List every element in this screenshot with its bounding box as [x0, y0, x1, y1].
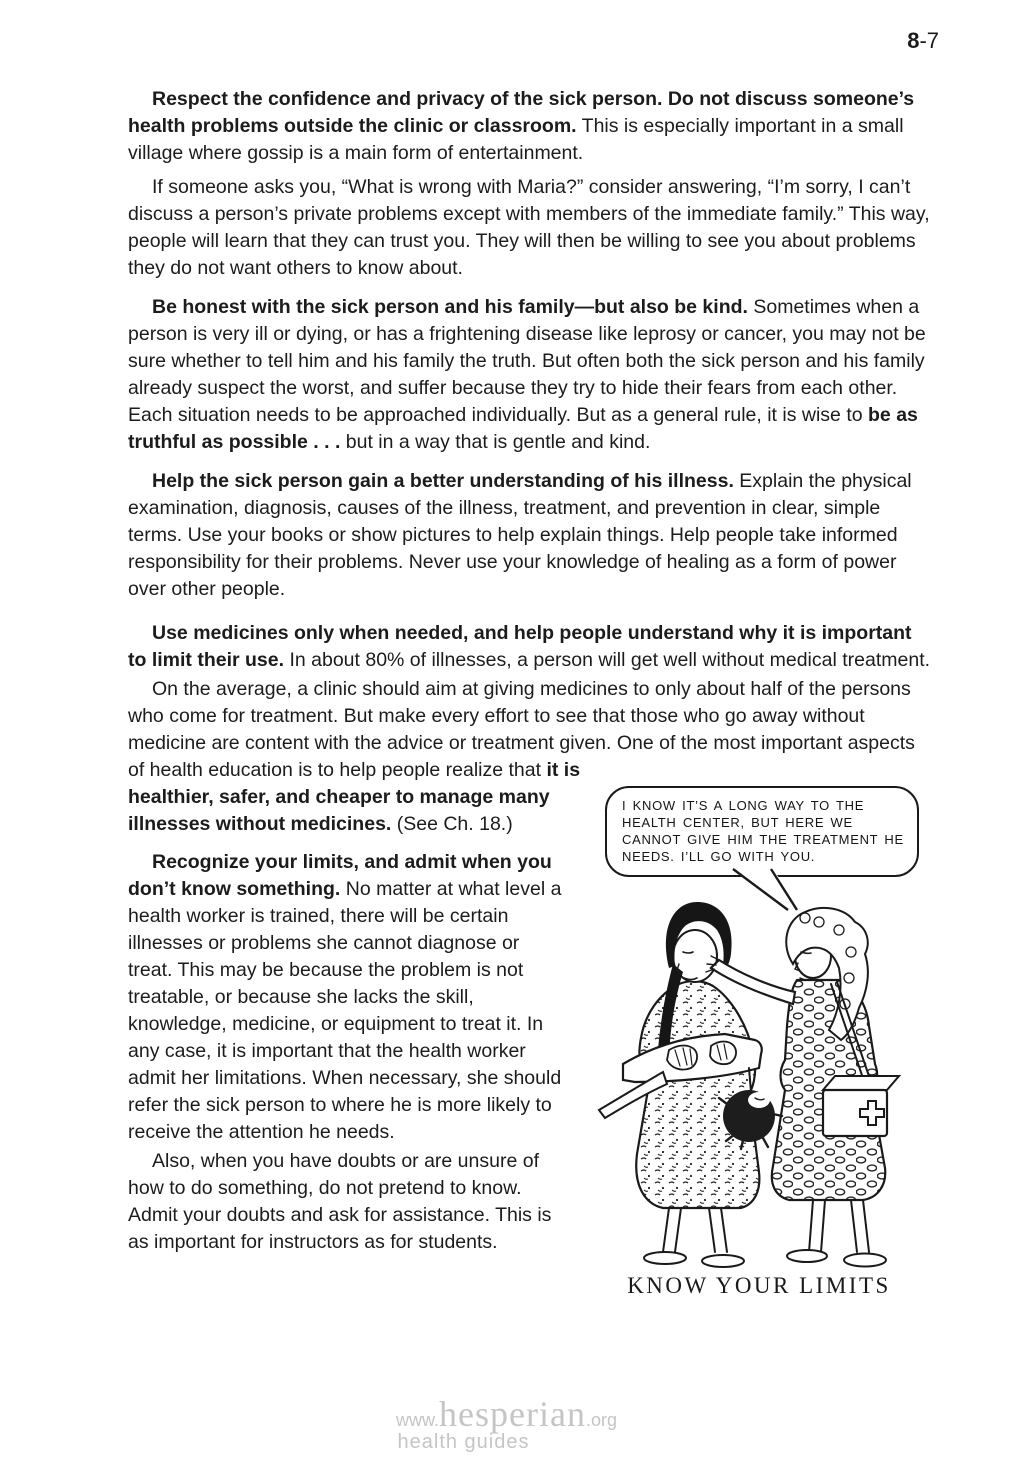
paragraph-text: Use medicines only when needed, and help people understand why it is important to limit their use.: [128, 622, 912, 671]
paragraph: [128, 468, 935, 603]
first-aid-bag: [823, 1076, 899, 1136]
watermark-footer: [0, 1396, 1013, 1452]
paragraph-text: be as truthful as possible . . .: [128, 404, 918, 453]
paragraph-text: Be honest with the sick person and his family—but also be kind.: [152, 296, 748, 318]
paragraph-text: On the average, a clinic should aim at giving medicines to only about half of the persons who come for treatment. But make every effort to see that those who go away without medicine are content with the advice or treatment given. One of the most important aspects of health education is to help people realize that: [128, 678, 915, 781]
paragraph: [128, 676, 935, 784]
paragraph-text: Recognize your limits, and admit when you don’t know something.: [128, 851, 552, 900]
paragraph-text: No matter at what level a health worker is trained, there will be certain illnesses or problems she cannot diagnose or treat. This may be because the problem is not treatable, or because she lacks the skill, knowledge, medicine, or equipment to treat it. In any case, it is important that the health worker admit her limitations. When necessary, she should refer the sick person to where he is more likely to receive the attention he needs.: [128, 878, 562, 1143]
paragraph-text: but in a way that is gentle and kind.: [340, 431, 651, 453]
watermark-tagline: health guides: [397, 1431, 530, 1453]
paragraph-text: Explain the physical examination, diagnosis, causes of the illness, treatment, and prevention in clear, simple terms. Use your books or show pictures to help explain things. Help people take informed responsibility for their problems. Never use your knowledge of healing as a form of power over other people.: [128, 470, 912, 600]
paragraph-text: Sometimes when a person is very ill or dying, or has a frightening disease like leprosy or cancer, you may not be sure whether to tell him and his family the truth. But often both the sick person and his family already suspect the worst, and suffer because they try to hide their fears from each other. Each situation needs to be approached individually. But as a general rule, it is wise to: [128, 296, 926, 426]
paragraph-text: Respect the confidence and privacy of the sick person. Do not discuss someone’s health problems outside the clinic or classroom.: [128, 88, 915, 137]
illustration-caption: KNOW YOUR LIMITS: [627, 1273, 891, 1298]
paragraph-text: (See Ch. 18.): [391, 813, 513, 835]
paragraph-text: If someone asks you, “What is wrong with Maria?” consider answering, “I’m sorry, I can’t discuss a person’s private problems except with members of the immediate family.” This way, people will learn that they can trust you. They will then be willing to see you about problems they do not want others to know about.: [128, 176, 930, 279]
paragraph: [128, 294, 935, 456]
page-number: [907, 28, 939, 54]
speech-bubble-tail: [731, 868, 798, 910]
health-worker-illustration: [583, 868, 935, 1270]
page-number-chapter: 8: [907, 28, 920, 53]
watermark-www: www.: [396, 1410, 440, 1430]
paragraph: [128, 86, 935, 167]
paragraph: [128, 174, 935, 282]
watermark-brand: hesperian: [439, 1394, 586, 1434]
paragraph: [128, 620, 935, 674]
paragraph-text: Help the sick person gain a better understanding of his illness.: [152, 470, 734, 492]
page-number-suffix: -7: [919, 28, 939, 53]
illustration-figure: [583, 786, 935, 1299]
watermark-url: [0, 1396, 1013, 1432]
paragraph-text: healthier, safer, and cheaper to manage many illnesses without medicines.: [128, 786, 550, 835]
watermark-org: .org: [585, 1410, 617, 1430]
paragraph-text: Also, when you have doubts or are unsure of how to do something, do not pretend to know. Admit your doubts and ask for assistance. This is as important for instructors as for students.: [128, 1150, 552, 1253]
paragraph-text: it is: [546, 759, 581, 781]
paragraph-text: In about 80% of illnesses, a person will get well without medical treatment.: [284, 649, 931, 671]
paragraph-text: This is especially important in a small village where gossip is a main form of entertainment.: [128, 115, 904, 164]
speech-bubble: I KNOW IT’S A LONG WAY TO THE HEALTH CENTER, BUT HERE WE CANNOT GIVE HIM THE TREATMENT HE NEEDS. I’LL GO WITH YOU.: [605, 786, 919, 877]
